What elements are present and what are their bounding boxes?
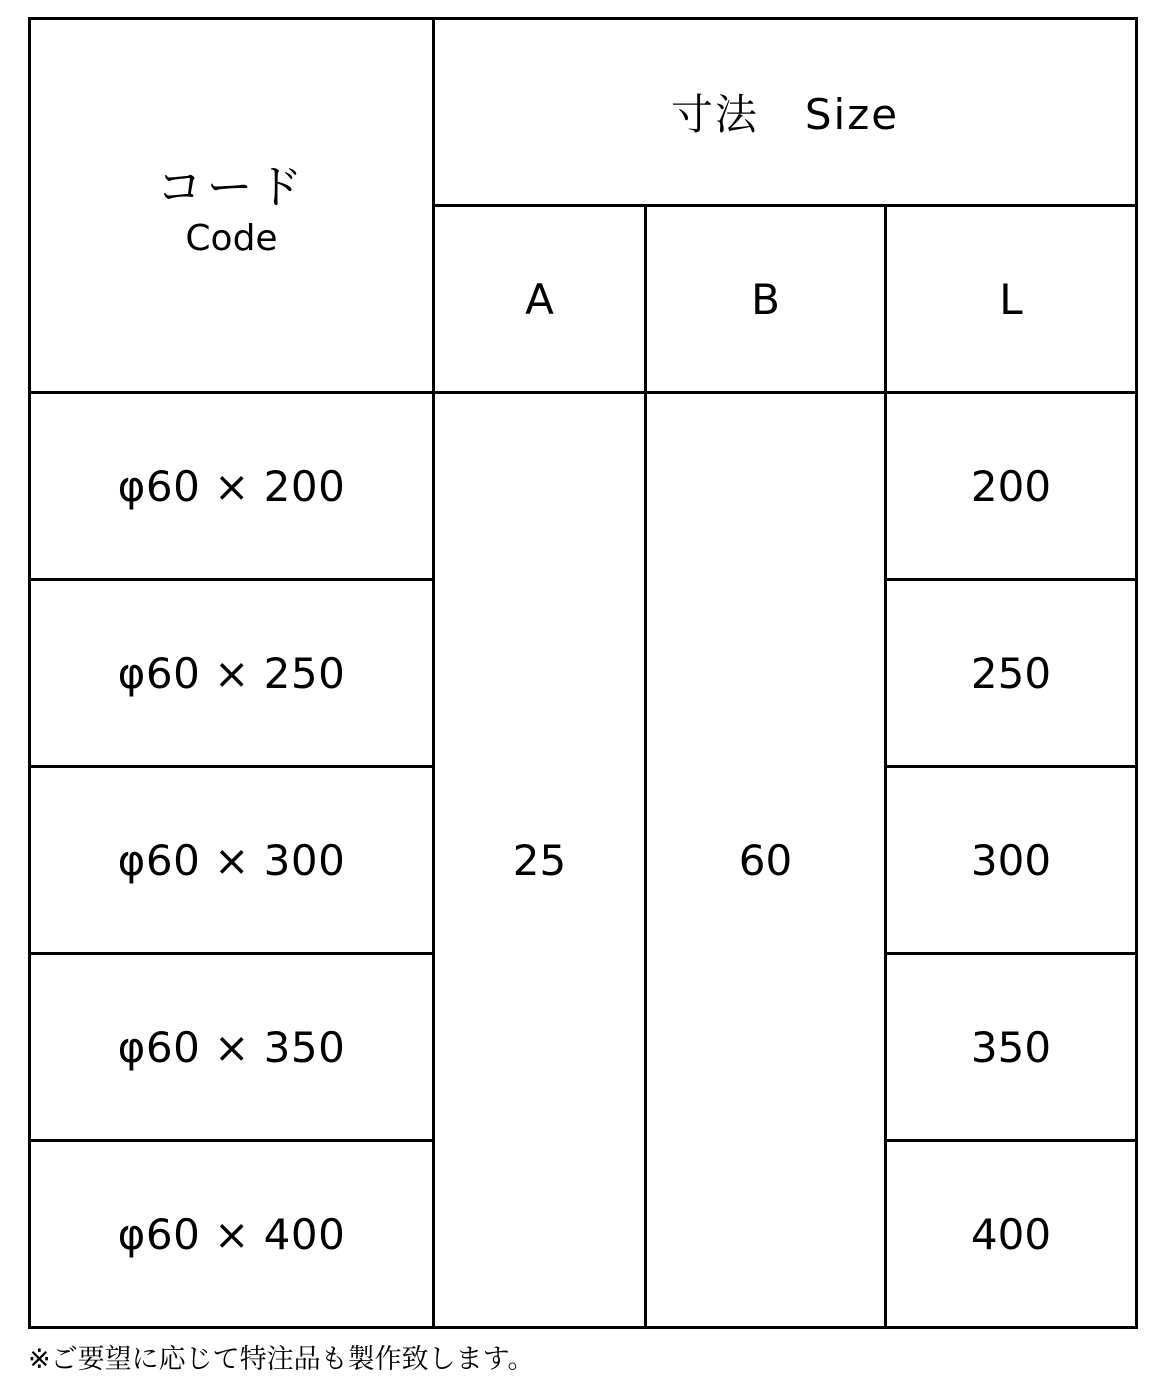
spec-table xyxy=(28,17,1138,1329)
code-cell: φ60 × 400 xyxy=(30,1141,434,1328)
code-cell: φ60 × 250 xyxy=(30,580,434,767)
footnote: ※ご要望に応じて特注品も製作致します。 xyxy=(28,1344,535,1375)
code-cell: φ60 × 350 xyxy=(30,954,434,1141)
col-l-header: L xyxy=(886,206,1137,393)
l-value-cell: 400 xyxy=(886,1141,1137,1328)
col-b-header: B xyxy=(646,206,886,393)
size-header-cell xyxy=(434,19,1137,206)
code-cell: φ60 × 200 xyxy=(30,393,434,580)
a-value-cell: 25 xyxy=(434,393,646,1328)
l-value-cell: 350 xyxy=(886,954,1137,1141)
size-header-en: Size xyxy=(804,90,900,139)
header-row-1 xyxy=(30,19,1137,206)
l-value-cell: 200 xyxy=(886,393,1137,580)
code-header-en: Code xyxy=(185,217,278,259)
col-a-header: A xyxy=(434,206,646,393)
table-row xyxy=(30,393,1137,580)
code-header-cell xyxy=(30,19,434,393)
l-value-cell: 300 xyxy=(886,767,1137,954)
l-value-cell: 250 xyxy=(886,580,1137,767)
code-header-jp: コード xyxy=(156,159,307,214)
b-value-cell: 60 xyxy=(646,393,886,1328)
code-cell: φ60 × 300 xyxy=(30,767,434,954)
size-header-jp: 寸法 xyxy=(670,90,759,139)
